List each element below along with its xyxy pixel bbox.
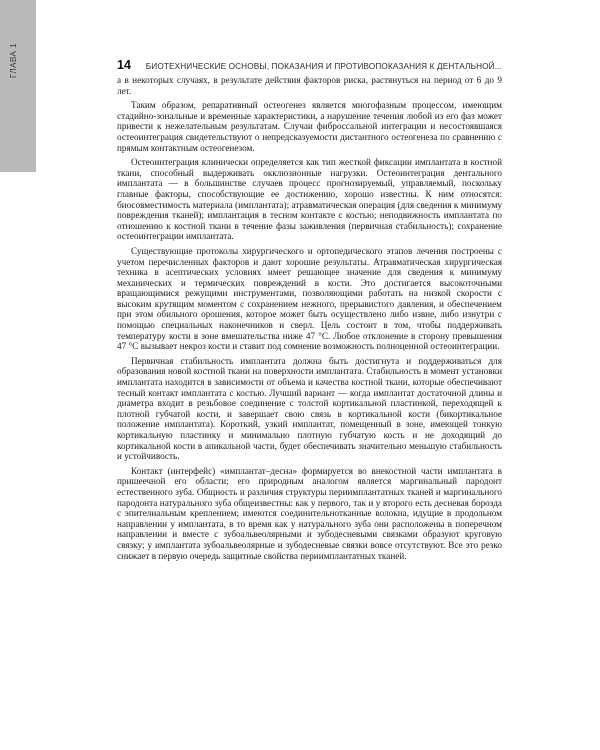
chapter-label: ГЛАВА 1 (9, 42, 18, 78)
paragraph-osseointegration: Остеоинтеграция клинически определяется как тип жесткой фиксации имплантата в костной ткани, способный выдерживать окклюзионные нагрузки. Остеоинтеграция дентального имплантата — в большинстве случаев процесс прогнозируемый, управляемый, поскольку главные факторы, способствующие ее достижению, хорошо известны. К ним относятся: биосовместимость материала (имплантата); атравматическая операция (для сведения к минимуму повреждения тканей); имплантация в тесном контакте с костью; неподвижность имплантата по отношению к костной ткани в течение фазы заживления (первичная стабильность); сохранение остеоинтеграции имплантата. (117, 157, 502, 242)
running-head (117, 58, 502, 74)
paragraph-implant-gum-contact: Контакт (интерфейс) «имплантат–десна» формируется во внекостной части имплантата в пришеечной его области; его природным аналогом является маргинальный пародонт естественного зуба. Общность и различия структуры периимплантатных тканей и маргинального пародонта натурального зуба общеизвестны: как у первого, так и у второго есть десневая борозда с эпителиальным креплением; имеются соединительнотканные волокна, идущие в продольном направлении у имплантата, в то время как у натурального зуба они расположены в поперечном направлении и вместе с зубоальвеолярными и зубодесневыми связками образуют круговую связку; у имплантата зубоальвеолярные и зубодесневые связки вовсе отсутствуют. Все это резко снижает в первую очередь защитные свойства периимплантатных тканей. (117, 465, 502, 561)
page-number: 14 (117, 58, 131, 72)
body-text (117, 75, 502, 565)
running-head-title: БИОТЕХНИЧЕСКИЕ ОСНОВЫ, ПОКАЗАНИЯ И ПРОТИВОПОКАЗАНИЯ К ДЕНТАЛЬНОЙ... (145, 62, 502, 71)
paragraph-continuation: а в некоторых случаях, в результате действия факторов риска, растянуться на период от 6 до 9 лет. (117, 75, 502, 96)
paragraph-primary-stability: Первичная стабильность имплантата должна быть достигнута и поддерживаться для образования новой костной ткани на поверхности имплантата. Стабильность в момент установки имплантата находится в зависимости от объема и качества костной ткани, которые обеспечивают тесный контакт имплантата с костью. Лучший вариант — когда имплантат достаточной длины и диаметра входит в резьбовое соединение с толстой кортикальной пластинкой, переходящей к плотной губчатой кости, и завершает свою связь в кортикальной кости (бикортикальное положение имплантата). Короткий, узкий имплантат, помещенный в зоне, имеющей тонкую кортикальную пластинку и минимально плотную губчатую кость и не доходящий до кортикальной кости в апикальной части, будет обеспечивать значительно меньшую стабильность и устойчивость. (117, 355, 502, 462)
paragraph-surgical-protocols: Существующие протоколы хирургического и ортопедического этапов лечения построены с учетом перечисленных факторов и дают хорошие результаты. Атравматическая хирургическая техника в асептических условиях имеет решающее значение для сведения к минимуму механических и термических повреждений в кости. Это достигается высокоточными вращающимися режущими инструментами, позволяющими работать на низкой скорости с высоким крутящим моментом с сохранением нежного, прерывистого давления, и обеспечением при этом обильного орошения, которое может быть осуществлено либо извне, либо изнутри с помощью специальных наконечников и сверл. Цель состоит в том, чтобы поддерживать температуру кости в зоне вмешательства ниже 47 °С. Любое отклонение в сторону превышения 47 °С вызывает некроз кости и ставит под сомнение возможность полноценной остеоинтеграции. (117, 245, 502, 352)
chapter-tab (0, 0, 36, 172)
paragraph-reparative-osteogenesis: Таким образом, репаративный остеогенез является многофазным процессом, имеющим стадийно-зональные и временные характеристики, а нарушение течения любой из его фаз может привести к нежелательным результатам. Случаи фиброссальной интеграции и несостоявшаяся остеоинтеграция свидетельствуют о непредсказуемости дистантного остеогенеза по сравнению с прямым контактным остеогенезом. (117, 100, 502, 153)
